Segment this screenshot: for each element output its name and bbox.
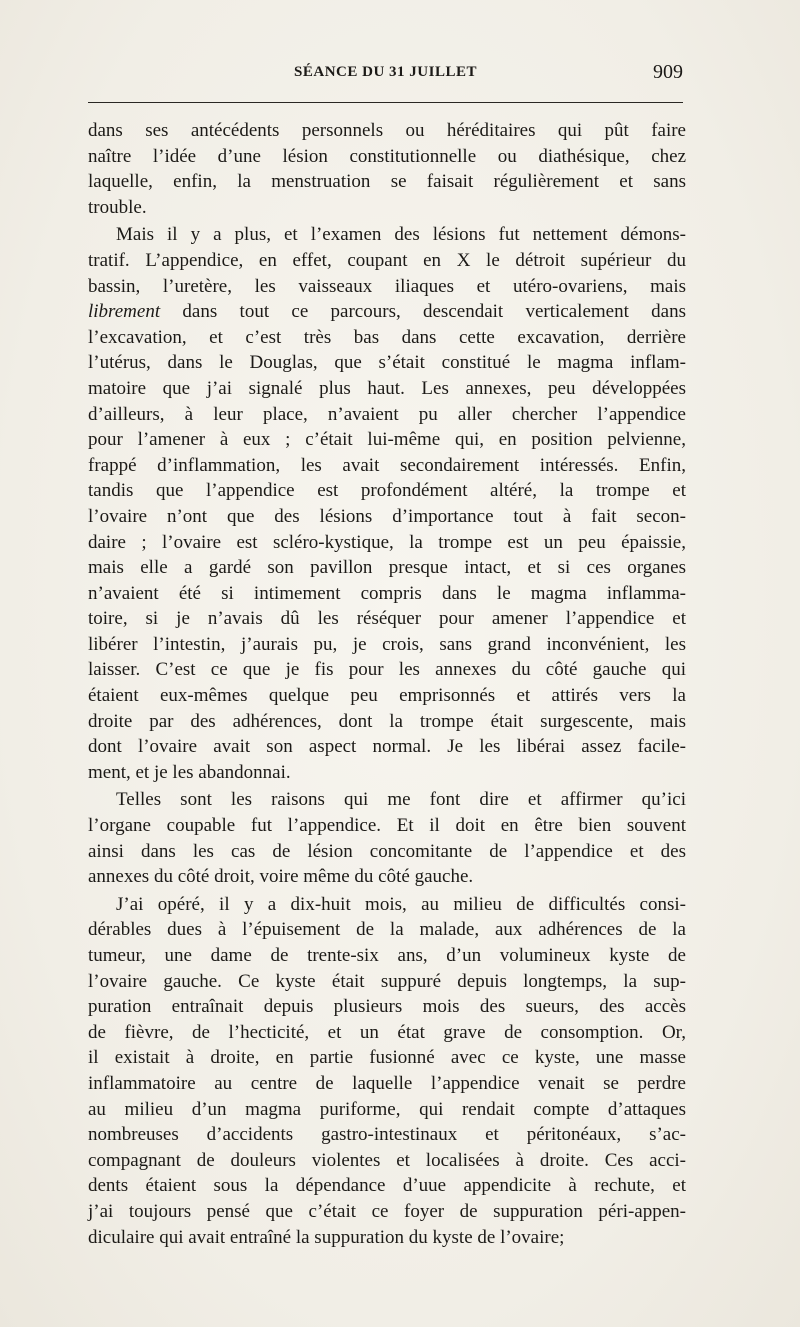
text-line: droite par des adhérences, dont la trompe était surgescente, mais [88,710,686,732]
text-line: n’avaient été si intimement compris dans le magma inflamma- [88,582,686,604]
text-line: nombreuses d’accidents gastro-intestinaux et péritonéaux, s’ac- [88,1124,686,1146]
text-line: bassin, l’uretère, les vaisseaux iliaques et utéro-ovariens, mais [88,275,686,297]
text-line: trouble. [88,196,147,218]
text-line: ment, et je les abandonnai. [88,761,291,783]
text-line: l’ovaire n’ont que des lésions d’importance tout à fait secon- [88,505,686,527]
text-line: Telles sont les raisons qui me font dire et affirmer qu’ici [116,789,686,811]
paragraph [88,118,686,220]
text-line: daire ; l’ovaire est scléro-kystique, la trompe est un peu épaissie, [88,531,686,553]
text-line: l’ovaire gauche. Ce kyste était suppuré depuis longtemps, la sup- [88,970,686,992]
text-line: puration entraînait depuis plusieurs mois des sueurs, des accès [88,996,686,1018]
text-line: mais elle a gardé son pavillon presque intact, et si ces organes [88,557,686,579]
paragraph [88,892,686,1250]
text-line: tumeur, une dame de trente-six ans, d’un volumineux kyste de [88,945,686,966]
text-line: Mais il y a plus, et l’examen des lésions fut nettement démons- [116,224,686,246]
text-line: tratif. L’appendice, en effet, coupant en X le détroit supérieur du [88,249,686,271]
text-line: pour l’amener à eux ; c’était lui-même qui, en position pelvienne, [88,429,686,451]
text-line: librement dans tout ce parcours, descendait verticalement dans [88,301,686,323]
text-line: l’utérus, dans le Douglas, que s’était constitué le magma inflam- [88,352,686,374]
text-line: tandis que l’appendice est profondément altéré, la trompe et [88,480,686,502]
text-line: j’ai toujours pensé que c’était ce foyer de suppuration péri-appen- [88,1200,686,1222]
text-line: naître l’idée d’une lésion constitutionnelle ou diathésique, chez [88,145,686,167]
text-line: compagnant de douleurs violentes et localisées à droite. Ces acci- [88,1149,686,1171]
text-line: ainsi dans les cas de lésion concomitante de l’appendice et des [88,840,686,862]
text-line: l’excavation, et c’est très bas dans cette excavation, derrière [88,326,686,348]
text-line: diculaire qui avait entraîné la suppuration du kyste de l’ovaire; [88,1226,565,1248]
text-line: annexes du côté droit, voire même du côté gauche. [88,866,474,888]
text-line: dents étaient sous la dépendance d’uue appendicite à rechute, et [88,1175,686,1197]
text-line: de fièvre, de l’hecticité, et un état grave de consomption. Or, [88,1021,686,1043]
text-line: il existait à droite, en partie fusionné avec ce kyste, une masse [88,1047,686,1069]
text-line: laisser. C’est ce que je fis pour les annexes du côté gauche qui [88,659,686,681]
text-line: libérer l’intestin, j’aurais pu, je crois, sans grand inconvénient, les [88,633,686,655]
text-line: étaient eux-mêmes quelque peu emprisonnés et attirés vers la [88,685,686,707]
page-number: 909 [653,61,683,83]
text-line: d’ailleurs, à leur place, n’avaient pu aller chercher l’appendice [88,403,686,425]
text-line: frappé d’inflammation, les avait secondairement intéressés. Enfin, [88,454,686,476]
text-line: dérables dues à l’épuisement de la malade, aux adhérences de la [88,919,686,941]
running-title: SÉANCE DU 31 JUILLET [294,64,477,80]
paragraph [88,787,686,889]
text-line: au milieu d’un magma puriforme, qui rendait compte d’attaques [88,1098,686,1120]
paragraph [88,222,686,785]
text-line: laquelle, enfin, la menstruation se faisait régulièrement et sans [88,171,686,193]
running-head [88,60,683,90]
text-line: dans ses antécédents personnels ou héréditaires qui pût faire [88,120,686,141]
text-line: J’ai opéré, il y a dix-huit mois, au milieu de difficultés consi- [116,893,686,915]
header-rule [88,102,683,103]
text-line: dont l’ovaire avait son aspect normal. Je les libérai assez facile- [88,736,686,758]
text-line: matoire que j’ai signalé plus haut. Les annexes, peu développées [88,377,686,399]
text-line: l’organe coupable fut l’appendice. Et il doit en être bien souvent [88,815,686,837]
text-line: toire, si je n’avais dû les réséquer pour amener l’appendice et [88,608,686,630]
text-line: inflammatoire au centre de laquelle l’appendice venait se perdre [88,1072,686,1094]
italic-word: librement [88,301,161,323]
body-text [88,118,686,1250]
